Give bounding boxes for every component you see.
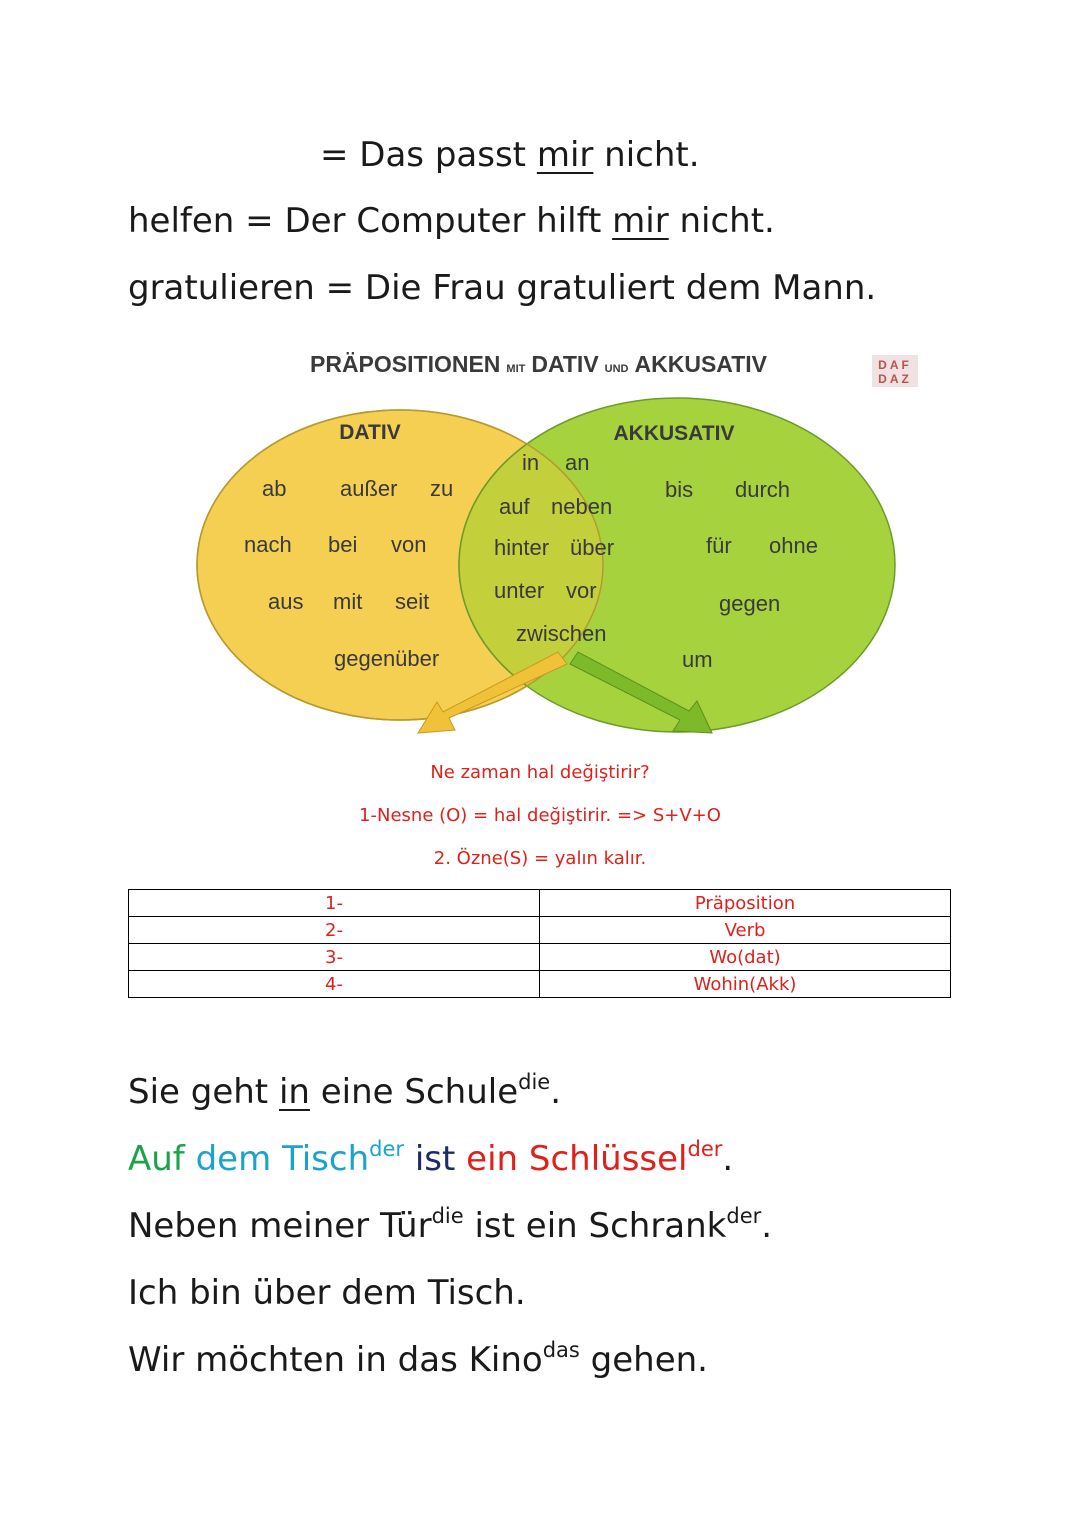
both-word: unter xyxy=(494,578,545,603)
dativ-word: zu xyxy=(430,476,454,501)
table-cell-label: Wohin(Akk) xyxy=(540,971,951,998)
example-schule xyxy=(128,1072,561,1112)
sentence-text: Neben meiner Tür xyxy=(128,1206,432,1246)
note-rule-subject: 2. Özne(S) = yalın kalır. xyxy=(433,848,647,869)
dativ-word: ab xyxy=(262,476,287,501)
dativ-word: außer xyxy=(340,476,398,501)
table-row xyxy=(129,917,951,944)
both-word: zwischen xyxy=(516,621,607,646)
sentence-gratulieren: gratulieren = Die Frau gratuliert dem Mann. xyxy=(128,268,877,308)
akkusativ-word: für xyxy=(706,533,732,558)
sentence-text: = Das passt xyxy=(320,135,537,175)
sentence-text: eine Schule xyxy=(309,1072,519,1112)
dativ-word: bei xyxy=(328,532,358,557)
table-cell-label: Wo(dat) xyxy=(540,944,951,971)
both-word: auf xyxy=(499,494,530,519)
sentence-text: ist ein Schrank xyxy=(463,1206,727,1246)
sentence-text: nicht. xyxy=(593,135,700,175)
table-row xyxy=(129,971,951,998)
akkusativ-word: ohne xyxy=(769,533,818,558)
article-superscript: das xyxy=(542,1338,580,1362)
akkusativ-label: AKKUSATIV xyxy=(613,422,735,445)
sentence-text: Wir möchten in das Kino xyxy=(128,1340,543,1380)
dativ-label: DATIV xyxy=(339,421,401,444)
both-word: vor xyxy=(566,578,597,603)
article-superscript: der xyxy=(726,1204,762,1228)
svg-text:DAZ: DAZ xyxy=(878,372,912,386)
dativ-word: gegenüber xyxy=(334,646,440,671)
sentence-passt xyxy=(320,135,700,175)
table-cell-number: 2- xyxy=(129,917,540,944)
verb-word: ist xyxy=(404,1139,456,1179)
table-cell-label: Präposition xyxy=(540,890,951,917)
article-superscript: der xyxy=(687,1137,723,1161)
dativ-word: aus xyxy=(268,589,304,614)
table-cell-label: Verb xyxy=(540,917,951,944)
sentence-end: . xyxy=(761,1206,773,1246)
article-superscript: die xyxy=(518,1070,551,1094)
article-superscript: der xyxy=(369,1137,405,1161)
table-cell-number: 1- xyxy=(129,890,540,917)
note-question: Ne zaman hal değiştirir? xyxy=(430,762,650,783)
table-row xyxy=(129,944,951,971)
akkusativ-word: bis xyxy=(665,477,694,502)
both-word: über xyxy=(570,535,615,560)
both-word: neben xyxy=(551,494,613,519)
table-cell-number: 3- xyxy=(129,944,540,971)
dativ-word: von xyxy=(391,532,427,557)
sentence-end: . xyxy=(722,1139,734,1179)
diagram-title: PRÄPOSITIONEN MIT DATIV UND AKKUSATIV xyxy=(310,351,767,377)
sentence-end: . xyxy=(550,1072,562,1112)
akkusativ-word: gegen xyxy=(719,591,781,616)
svg-text:DAF: DAF xyxy=(878,358,912,372)
venn-diagram xyxy=(190,340,930,740)
dative-object: dem Tisch xyxy=(184,1139,370,1179)
example-tisch-schluessel xyxy=(128,1139,733,1179)
note-rule-object: 1-Nesne (O) = hal değiştirir. => S+V+O xyxy=(359,805,721,826)
example-ueber-tisch: Ich bin über dem Tisch. xyxy=(128,1273,526,1313)
example-tuer-schrank xyxy=(128,1206,772,1246)
dativ-word: nach xyxy=(244,532,292,557)
both-word: hinter xyxy=(494,535,550,560)
both-word: an xyxy=(565,450,590,475)
akkusativ-word: um xyxy=(682,647,713,672)
subject-word: ein Schlüssel xyxy=(455,1139,688,1179)
preposition-table xyxy=(128,889,951,998)
dativ-word: seit xyxy=(395,589,430,614)
akkusativ-word: durch xyxy=(735,477,791,502)
sentence-text: nicht. xyxy=(668,201,775,241)
underlined-word: in xyxy=(278,1072,310,1112)
sentence-text: gehen. xyxy=(579,1340,708,1380)
table-row xyxy=(129,890,951,917)
daf-daz-logo xyxy=(872,355,918,387)
dativ-word: mit xyxy=(333,589,363,614)
underlined-word: mir xyxy=(612,201,669,241)
sentence-helfen xyxy=(128,201,775,241)
underlined-word: mir xyxy=(536,135,594,175)
sentence-text: Sie geht xyxy=(128,1072,279,1112)
sentence-text: helfen = Der Computer hilft xyxy=(128,201,613,241)
preposition-word: Auf xyxy=(128,1139,185,1179)
article-superscript: die xyxy=(431,1204,464,1228)
table-cell-number: 4- xyxy=(129,971,540,998)
example-kino xyxy=(128,1340,708,1380)
both-word: in xyxy=(522,450,540,475)
